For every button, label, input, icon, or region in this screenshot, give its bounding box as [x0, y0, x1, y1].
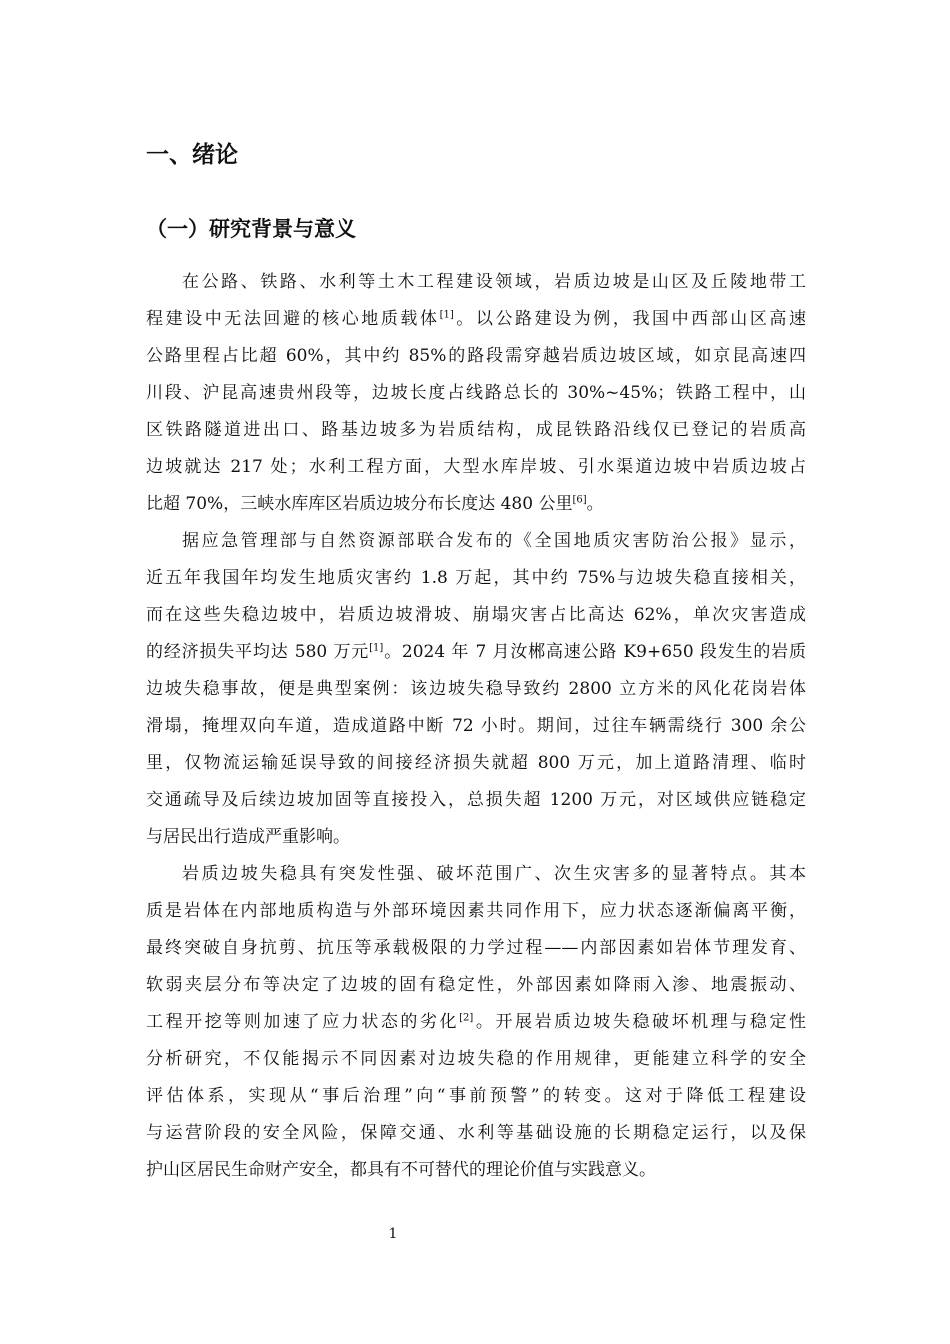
paragraph-line: [146, 708, 806, 745]
paragraph-line: [146, 301, 806, 338]
line-text: 而在这些失稳边坡中，岩质边坡滑坡、崩塌灾害占比高达 62%，单次灾害造成: [146, 605, 806, 625]
line-text: 区铁路隧道进出口、路基边坡多为岩质结构，成昆铁路沿线仅已登记的岩质高: [146, 420, 806, 440]
line-text: 边坡失稳事故，便是典型案例：该边坡失稳导致约 2800 立方米的风化花岗岩体: [146, 679, 806, 699]
line-text: 工程开挖等则加速了应力状态的劣化: [146, 1012, 460, 1032]
page-number: 1: [388, 1226, 398, 1242]
chapter-heading: 一、绪论: [146, 142, 238, 168]
paragraph-line: [146, 338, 806, 375]
citation-ref: [1]: [369, 642, 384, 654]
line-text: 。以公路建设为例，我国中西部山区高速: [453, 309, 807, 329]
paragraph-line: [146, 1115, 806, 1152]
paragraph-line: [146, 412, 806, 449]
paragraph-line: [146, 486, 806, 523]
line-text: 里，仅物流运输延误导致的间接经济损失就超 800 万元，加上道路清理、临时: [146, 753, 806, 773]
body-text: [146, 264, 806, 1189]
line-text: 交通疏导及后续边坡加固等直接投入，总损失超 1200 万元，对区域供应链稳定: [146, 790, 806, 810]
citation-ref: [2]: [459, 1012, 474, 1024]
line-text: 边坡就达 217 处；水利工程方面，大型水库岸坡、引水渠道边坡中岩质边坡占: [146, 457, 806, 477]
line-text: 分析研究，不仅能揭示不同因素对边坡失稳的作用规律，更能建立科学的安全: [146, 1049, 806, 1069]
paragraph-line: [146, 1041, 806, 1078]
line-text: 。开展岩质边坡失稳破坏机理与稳定性: [473, 1012, 807, 1032]
paragraph-line: [146, 449, 806, 486]
line-text: 据应急管理部与自然资源部联合发布的《全国地质灾害防治公报》显示，: [182, 531, 806, 551]
line-text: 护山区居民生命财产安全，都具有不可替代的理论价值与实践意义。: [146, 1160, 656, 1180]
paragraph-line: [146, 523, 806, 560]
paragraph-line: [146, 560, 806, 597]
paragraph-line: [146, 967, 806, 1004]
line-text: 川段、沪昆高速贵州段等，边坡长度占线路总长的 30%~45%；铁路工程中，山: [146, 383, 806, 403]
paragraph-1: [146, 264, 806, 523]
paragraph-line: [146, 930, 806, 967]
section-heading: （一）研究背景与意义: [146, 217, 356, 241]
paragraph-line: [146, 375, 806, 412]
paragraph-line: [146, 671, 806, 708]
paragraph-line: [146, 745, 806, 782]
line-text: 评估体系，实现从“事后治理”向“事前预警”的转变。这对于降低工程建设: [146, 1086, 806, 1106]
line-text: 岩质边坡失稳具有突发性强、破坏范围广、次生灾害多的显著特点。其本: [182, 864, 806, 884]
paragraph-line: [146, 893, 806, 930]
line-text: 的经济损失平均达 580 万元: [146, 642, 370, 662]
paragraph-line: [146, 1078, 806, 1115]
line-text: 滑塌，掩埋双向车道，造成道路中断 72 小时。期间，过往车辆需绕行 300 余公: [146, 716, 806, 736]
paragraph-line: [146, 1152, 806, 1189]
paragraph-2: [146, 523, 806, 856]
line-text: 近五年我国年均发生地质灾害约 1.8 万起，其中约 75%与边坡失稳直接相关，: [146, 568, 806, 588]
line-text: 与居民出行造成严重影响。: [146, 827, 350, 847]
line-text: 。2024 年 7 月汝郴高速公路 K9+650 段发生的岩质: [383, 642, 806, 662]
line-text: 软弱夹层分布等决定了边坡的固有稳定性，外部因素如降雨入渗、地震振动、: [146, 975, 806, 995]
line-text: 最终突破自身抗剪、抗压等承载极限的力学过程——内部因素如岩体节理发育、: [146, 938, 806, 958]
paragraph-line: [146, 634, 806, 671]
line-text: 质是岩体在内部地质构造与外部环境因素共同作用下，应力状态逐渐偏离平衡，: [146, 901, 806, 921]
paragraph-line: [146, 856, 806, 893]
citation-ref: [1]: [439, 309, 454, 321]
paragraph-line: [146, 782, 806, 819]
paragraph-line: [146, 597, 806, 634]
paragraph-line: [146, 1004, 806, 1041]
line-text: 比超 70%，三峡水库库区岩质边坡分布长度达 480 公里: [146, 494, 573, 514]
line-text: 公路里程占比超 60%，其中约 85%的路段需穿越岩质边坡区域，如京昆高速四: [146, 346, 806, 366]
paragraph-line: [146, 264, 806, 301]
line-text: 在公路、铁路、水利等土木工程建设领域，岩质边坡是山区及丘陵地带工: [182, 272, 806, 292]
line-text: 。: [586, 494, 604, 514]
paragraph-3: [146, 856, 806, 1189]
line-text: 程建设中无法回避的核心地质载体: [146, 309, 440, 329]
paragraph-line: [146, 819, 806, 856]
line-text: 与运营阶段的安全风险，保障交通、水利等基础设施的长期稳定运行，以及保: [146, 1123, 806, 1143]
citation-ref: [6]: [572, 494, 587, 506]
